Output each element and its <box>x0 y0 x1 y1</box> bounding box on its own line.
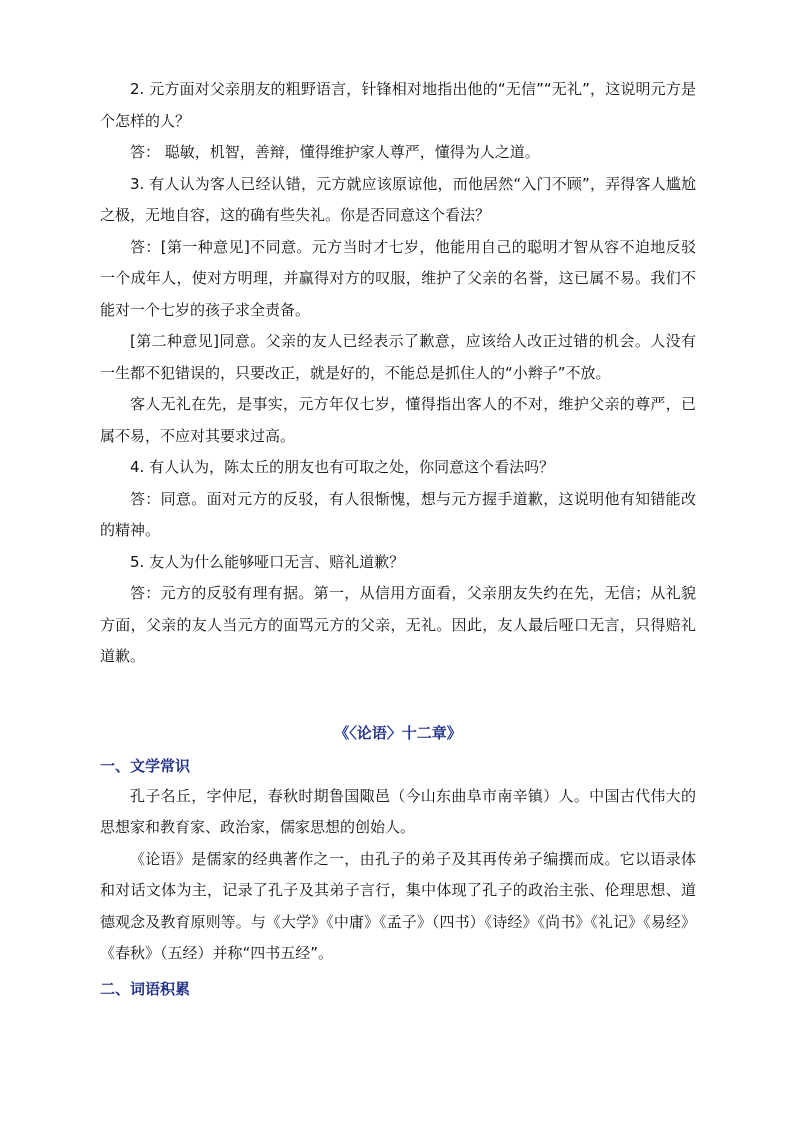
paragraph-confucius: 孔子名丘，字仲尼，春秋时期鲁国陬邑（今山东曲阜市南辛镇）人。中国古代伟大的思想家和教育家、政治家，儒家思想的创始人。 <box>100 786 696 836</box>
heading-vocabulary: 二、词语积累 <box>100 979 191 998</box>
heading-literary-knowledge: 一、文学常识 <box>100 756 191 775</box>
question-5: 5. 友人为什么能够哑口无言、赔礼道歉？ <box>130 552 405 571</box>
answer-4: 答：同意。面对元方的反驳，有人很惭愧，想与元方握手道歉，这说明他有知错能改的精神。 <box>100 489 696 539</box>
answer-3-opinion-1: 答：[第一种意见]不同意。元方当时才七岁，他能用自己的聪明才智从容不迫地反驳一个成年人，使对方明理，并赢得对方的叹服，维护了父亲的名誉，这已属不易。我们不能对一个七岁的孩子求全责备。 <box>100 237 696 319</box>
answer-5: 答：元方的反驳有理有据。第一，从信用方面看，父亲朋友失约在先，无信；从礼貌方面，父亲的友人当元方的面骂元方的父亲，无礼。因此，友人最后哑口无言，只得赔礼道歉。 <box>100 584 696 665</box>
section-title: 《〈论语〉十二章》 <box>334 723 462 742</box>
paragraph-analects: 《论语》是儒家的经典著作之一，由孔子的弟子及其再传弟子编撰而成。它以语录体和对话文体为主，记录了孔子及其弟子言行，集中体现了孔子的政治主张、伦理思想、道德观念及教育原则等。与《大学》《中庸》《孟子》（四书）《诗经》《尚书》《礼记》《易经》《春秋》（五经）并称“四书五经”。 <box>100 849 696 962</box>
document-page <box>100 74 696 1004</box>
question-2: 2. 元方面对父亲朋友的粗野语言，针锋相对地指出他的“无信”“无礼”，这说明元方是个怎样的人？ <box>100 80 696 130</box>
question-3: 3. 有人认为客人已经认错，元方就应该原谅他，而他居然“入门不顾”，弄得客人尴尬之极，无地自容，这的确有些失礼。你是否同意这个看法？ <box>100 174 696 224</box>
answer-2: 答： 聪敏，机智，善辩，懂得维护家人尊严，懂得为人之道。 <box>130 143 540 161</box>
answer-3-summary: 客人无礼在先，是事实，元方年仅七岁，懂得指出客人的不对，维护父亲的尊严，已属不易，不应对其要求过高。 <box>100 395 696 445</box>
question-4: 4. 有人认为，陈太丘的朋友也有可取之处，你同意这个看法吗？ <box>130 458 555 476</box>
answer-3-opinion-2: [第二种意见]同意。父亲的友人已经表示了歉意，应该给人改正过错的机会。人没有一生都不犯错误的，只要改正，就是好的，不能总是抓住人的“小辫子”不放。 <box>100 332 696 382</box>
